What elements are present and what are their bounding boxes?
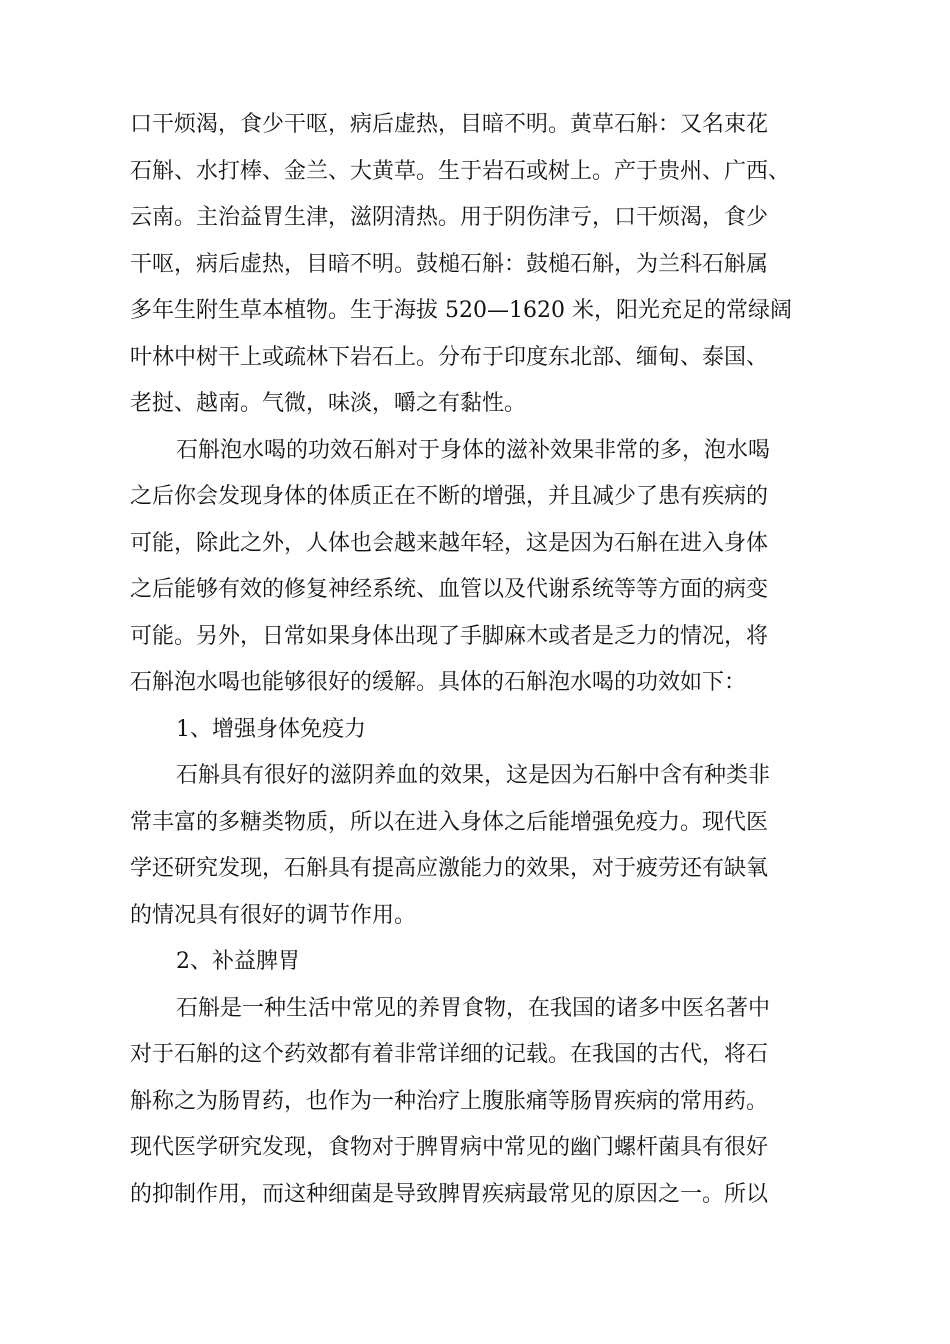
text-line: 学还研究发现，石斛具有提高应激能力的效果，对于疲劳还有缺氧 bbox=[130, 856, 769, 881]
text-line: 可能，除此之外，人体也会越来越年轻，这是因为石斛在进入身体 bbox=[130, 530, 769, 556]
text-line: 叶林中树干上或疏林下岩石上。分布于印度东北部、缅甸、泰国、 bbox=[130, 344, 769, 370]
text-line: 斛称之为肠胃药，也作为一种治疗上腹胀痛等肠胃疾病的常用药。 bbox=[130, 1088, 769, 1114]
document-body bbox=[130, 102, 840, 1218]
text-line: 之后能够有效的修复神经系统、血管以及代谢系统等等方面的病变 bbox=[130, 577, 769, 602]
text-line: 云南。主治益胃生津，滋阴清热。用于阴伤津亏，口干烦渴，食少 bbox=[130, 205, 769, 230]
text-line: 之后你会发现身体的体质正在不断的增强，并且减少了患有疾病的 bbox=[130, 484, 769, 509]
paragraph-start-line: 石斛具有很好的滋阴养血的效果，这是因为石斛中含有种类非 bbox=[176, 763, 771, 788]
text-line: 常丰富的多糖类物质，所以在进入身体之后能增强免疫力。现代医 bbox=[130, 809, 769, 835]
text-line: 的抑制作用，而这种细菌是导致脾胃疾病最常见的原因之一。所以 bbox=[130, 1181, 769, 1207]
text-line: 口干烦渴，食少干呕，病后虚热，目暗不明。黄草石斛：又名束花 bbox=[130, 112, 769, 137]
text-line: 干呕，病后虚热，目暗不明。鼓槌石斛：鼓槌石斛，为兰科石斛属 bbox=[130, 251, 769, 277]
section-heading: 1、增强身体免疫力 bbox=[176, 716, 366, 742]
text-line: 老挝、越南。气微，味淡，嚼之有黏性。 bbox=[130, 391, 527, 416]
text-line: 多年生附生草本植物。生于海拔 520—1620 米，阳光充足的常绿阔 bbox=[130, 298, 792, 323]
text-line: 石斛、水打棒、金兰、大黄草。生于岩石或树上。产于贵州、广西、 bbox=[130, 158, 791, 184]
text-line: 对于石斛的这个药效都有着非常详细的记载。在我国的古代，将石 bbox=[130, 1042, 769, 1067]
text-line: 石斛泡水喝也能够很好的缓解。具体的石斛泡水喝的功效如下： bbox=[130, 670, 747, 695]
paragraph-start-line: 石斛是一种生活中常见的养胃食物，在我国的诸多中医名著中 bbox=[176, 995, 771, 1021]
text-line: 现代医学研究发现，食物对于脾胃病中常见的幽门螺杆菌具有很好 bbox=[130, 1135, 769, 1160]
paragraph-start-line: 石斛泡水喝的功效石斛对于身体的滋补效果非常的多，泡水喝 bbox=[176, 437, 771, 463]
text-line: 的情况具有很好的调节作用。 bbox=[130, 902, 417, 928]
section-heading: 2、补益脾胃 bbox=[176, 949, 300, 974]
text-line: 可能。另外，日常如果身体出现了手脚麻木或者是乏力的情况，将 bbox=[130, 623, 769, 649]
